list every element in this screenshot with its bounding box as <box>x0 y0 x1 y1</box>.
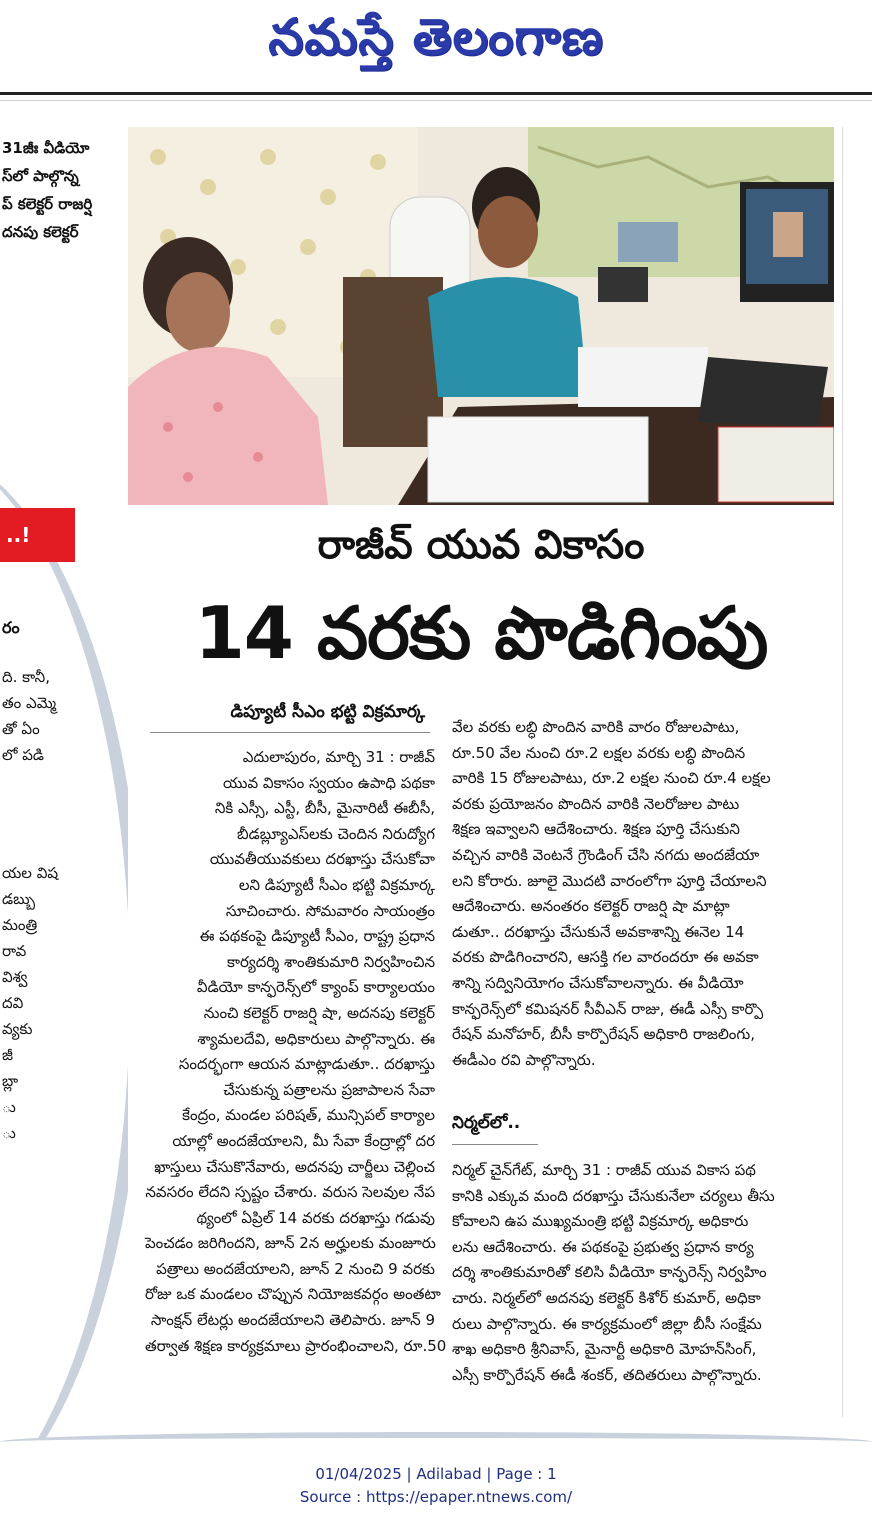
article-byline: డిప్యూటీ సీఎం భట్టి విక్రమార్క <box>230 702 425 722</box>
left-red-banner <box>0 508 75 562</box>
paragraph-line: చేసుకున్న పత్రాలను ప్రజాపాలన సేవా <box>223 1080 435 1099</box>
left-body-line: లో పడి <box>2 746 44 764</box>
left-body-line: తం ఎమ్మె <box>2 694 57 712</box>
paragraph-line: ఈడీఎం రవి పాల్గొన్నారు. <box>452 1050 596 1069</box>
article-headline: 14 వరకు పొడిగింపు <box>194 591 768 675</box>
masthead-rule-thin <box>0 100 872 101</box>
column-divider <box>842 127 843 1417</box>
paragraph-line: శాన్ని సద్వినియోగం చేసుకోవాలన్నారు. ఈ వీడియో <box>452 973 744 992</box>
paragraph-line: వరకు పొడిగించారని, ఆసక్తి గల వారందరూ ఈ అవకా <box>452 948 759 967</box>
paragraph-line: కాన్ఫరెన్స్‌లో కమిషనర్ సీవీఎన్ రాజు, ఈడీ ఎస్సీ కార్పొ <box>452 999 764 1018</box>
left-body-line: యల విష <box>2 864 59 882</box>
left-caption-line: ప్ కలెక్టర్ రాజర్షి <box>2 195 93 213</box>
paragraph-line: చారు. నిర్మల్‌లో అదనపు కలెక్టర్ కిశోర్ కుమార్, అధికా <box>452 1288 761 1307</box>
left-body-line: ది. కానీ, <box>2 668 50 686</box>
paragraph-line: నవసరం లేదని స్పష్టం చేశారు. వరుస సెలవుల నేప <box>145 1183 435 1202</box>
left-body-line: ు <box>2 1098 16 1116</box>
paragraph-line: కార్యదర్శి శాంతికుమారి నిర్వహించిన <box>226 952 435 971</box>
masthead-rule <box>0 92 872 95</box>
left-body-line: బ్లా <box>2 1072 19 1090</box>
masthead <box>0 0 872 100</box>
decorative-bottom-curve <box>0 1432 872 1452</box>
edition-info: 01/04/2025 | Adilabad | Page : 1 <box>315 1465 557 1483</box>
paragraph-line: థ్యంలో ఏప్రిల్ 14 వరకు దరఖాస్తు గడువు <box>196 1208 435 1227</box>
article-photo <box>128 127 834 505</box>
left-caption-line: స్‌లో పాల్గొన్న <box>2 167 79 185</box>
byline-rule <box>150 732 430 733</box>
paragraph-line: కోవాలని ఉప ముఖ్యమంత్రి భట్టి విక్రమార్క అధికారు <box>452 1212 749 1231</box>
photo-illustration <box>128 127 834 505</box>
left-body-line: విశ్వ <box>2 968 28 986</box>
article-column-right <box>452 715 834 1073</box>
banner-text: ..! <box>6 523 31 547</box>
paragraph-line: యాల్లో అందజేయాలని, మీ సేవా కేంద్రాల్లో దర <box>172 1131 435 1150</box>
paragraph-line: శిక్షణ ఇవ్వాలని ఆదేశించారు. శిక్షణ పూర్తి చేసుకుని <box>452 820 740 839</box>
left-body-line: దవి <box>2 994 24 1012</box>
paragraph-line: రోజు ఒక మండలం చొప్పున నియోజకవర్గం అంతటా <box>145 1285 441 1304</box>
left-body-line: రావ <box>2 942 27 960</box>
paragraph-line: సందర్భంగా ఆయన మాట్లాడుతూ.. దరఖాస్తు <box>178 1055 435 1074</box>
left-caption-line: 31జీః వీడియో <box>2 139 90 157</box>
left-caption-line: దనపు కలెక్టర్ <box>2 223 79 241</box>
paragraph-line: ఆదేశించారు. అనంతరం కలెక్టర్ రాజర్షి షా మాట్లా <box>452 897 730 916</box>
paragraph-line: లని కోరారు. జూలై మొదటి వారంలోగా పూర్తి చేయాలని <box>452 871 767 890</box>
paragraph-line: కానికి ఎక్కువ మంది దరఖాస్తు చేసుకునేలా చర్యలు తీసు <box>452 1186 775 1205</box>
paragraph-line: దర్శి శాంతికుమారితో కలిసి వీడియో కాన్ఫరెన్స్ నిర్వహిం <box>452 1263 767 1282</box>
paragraph-line: లని డిప్యూటీ సీఎం భట్టి విక్రమార్క <box>238 875 435 894</box>
adjacent-article-left <box>0 120 128 1440</box>
paragraph-line: రులు పాల్గొన్నారు. ఈ కార్యక్రమంలో జిల్లా బీసీ సంక్షేమ <box>452 1314 762 1333</box>
paragraph-line: నుంచి కలెక్టర్ రాజర్షి షా, అదనపు కలెక్టర్ <box>203 1003 435 1022</box>
paragraph-line: శాఖ అధికారి శ్రీనివాస్, మైనార్టీ అధికారి మోహన్‌సింగ్, <box>452 1340 757 1359</box>
left-body-line: డబ్బు <box>2 890 36 908</box>
paragraph-line: వచ్చిన వారికి వెంటనే గ్రౌండింగ్ చేసి నగదు అందజేయా <box>452 845 760 864</box>
paragraph-line: యువతీయువకులు దరఖాస్తు చేసుకోవా <box>209 850 435 869</box>
article-kicker: రాజీవ్ యువ వికాసం <box>317 522 645 568</box>
paragraph-line: వరకు ప్రయోజనం పొందిన వారికి నెలరోజుల పాటు <box>452 794 740 813</box>
paragraph-line: వీడియో కాన్ఫరెన్స్‌లో క్యాంప్ కార్యాలయం <box>196 978 435 997</box>
article-column-left <box>145 745 447 1359</box>
paragraph-line: ఈ పథకంపై డిప్యూటీ సీఎం, రాష్ట్ర ప్రధాన <box>199 927 435 946</box>
left-body-line: వ్యకు <box>2 1020 33 1038</box>
left-body-line: మంత్రి <box>2 916 38 934</box>
left-subhead: రం <box>2 618 20 637</box>
paragraph-line: నిర్మల్ చైన్‌గేట్, మార్చి 31 : రాజీవ్ యువ వికాస పథ <box>452 1161 756 1179</box>
paragraph-line: యువ వికాసం స్వయం ఉపాధి పథకా <box>223 773 435 792</box>
source-link[interactable]: Source : https://epaper.ntnews.com/ <box>299 1488 573 1506</box>
paragraph-line: రేషన్ మనోహర్, బీసీ కార్పొరేషన్ అధికారి రాజలింగు, <box>452 1025 756 1044</box>
paragraph-line: పత్రాలు అందజేయాలని, జూన్ 2 నుంచి 9 వరకు <box>156 1259 435 1278</box>
paragraph-line: ఎదులాపురం, మార్చి 31 : రాజీవ్ <box>242 748 435 766</box>
paragraph-line: కేంద్రం, మండల పరిషత్, మున్సిపల్ కార్యాల <box>182 1106 435 1125</box>
nirmal-subheading: నిర్మల్‌లో.. <box>452 1113 521 1133</box>
paragraph-line: డుతూ.. దరఖాస్తు చేసుకునే అవకాశాన్ని ఈనెల 14 <box>452 922 745 941</box>
paragraph-line: ఖాస్తులు చేసుకొనేవారు, అదనపు చార్జీలు చెల్లించ <box>154 1157 435 1176</box>
paragraph-line: వారికి 15 రోజులపాటు, రూ.2 లక్షల నుంచి రూ.4 లక్షల <box>452 769 771 788</box>
paragraph-line: రూ.50 వేల నుంచి రూ.2 లక్షల వరకు లబ్ధి పొందిన <box>452 743 746 762</box>
paragraph-line: తర్వాత శిక్షణ కార్యక్రమాలు ప్రారంభించాలని, రూ.50 <box>145 1336 447 1355</box>
nirmal-paragraph <box>452 1158 834 1388</box>
left-body-line: జీ <box>2 1046 13 1064</box>
paragraph-line: పెంచడం జరిగిందని, జూన్ 2న అర్హులకు మంజూరు <box>145 1234 436 1253</box>
paragraph-line: శ్యామలదేవి, అధికారులు పాల్గొన్నారు. ఈ <box>197 1029 435 1048</box>
left-body-line: తో ఏం <box>2 720 40 738</box>
left-body-line: ు <box>2 1124 16 1142</box>
newspaper-title: నమస్తే తెలంగాణ <box>268 8 604 66</box>
paragraph-line: బీడబ్ల్యూఎస్‌లకు చెందిన నిరుద్యోగ <box>237 824 435 843</box>
paragraph-line: సూచించారు. సోమవారం సాయంత్రం <box>225 901 435 920</box>
paragraph-line: సాంక్షన్ లేటర్లు అందజేయాలని తెలిపారు. జూన్ 9 <box>150 1311 435 1330</box>
paragraph-line: వేల వరకు లబ్ధి పొందిన వారికి వారం రోజులపాటు, <box>452 718 740 736</box>
subheading-rule <box>452 1144 538 1145</box>
paragraph-line: లను ఆదేశించారు. ఈ పథకంపై ప్రభుత్వ ప్రధాన కార్య <box>452 1237 754 1256</box>
paragraph-line: ఎస్సీ కార్పొరేషన్ ఈడీ శంకర్, తదితరులు పాల్గొన్నారు. <box>452 1365 762 1384</box>
paragraph-line: నికి ఎస్సీ, ఎస్టీ, బీసీ, మైనారిటీ ఈబీసీ, <box>214 799 435 818</box>
